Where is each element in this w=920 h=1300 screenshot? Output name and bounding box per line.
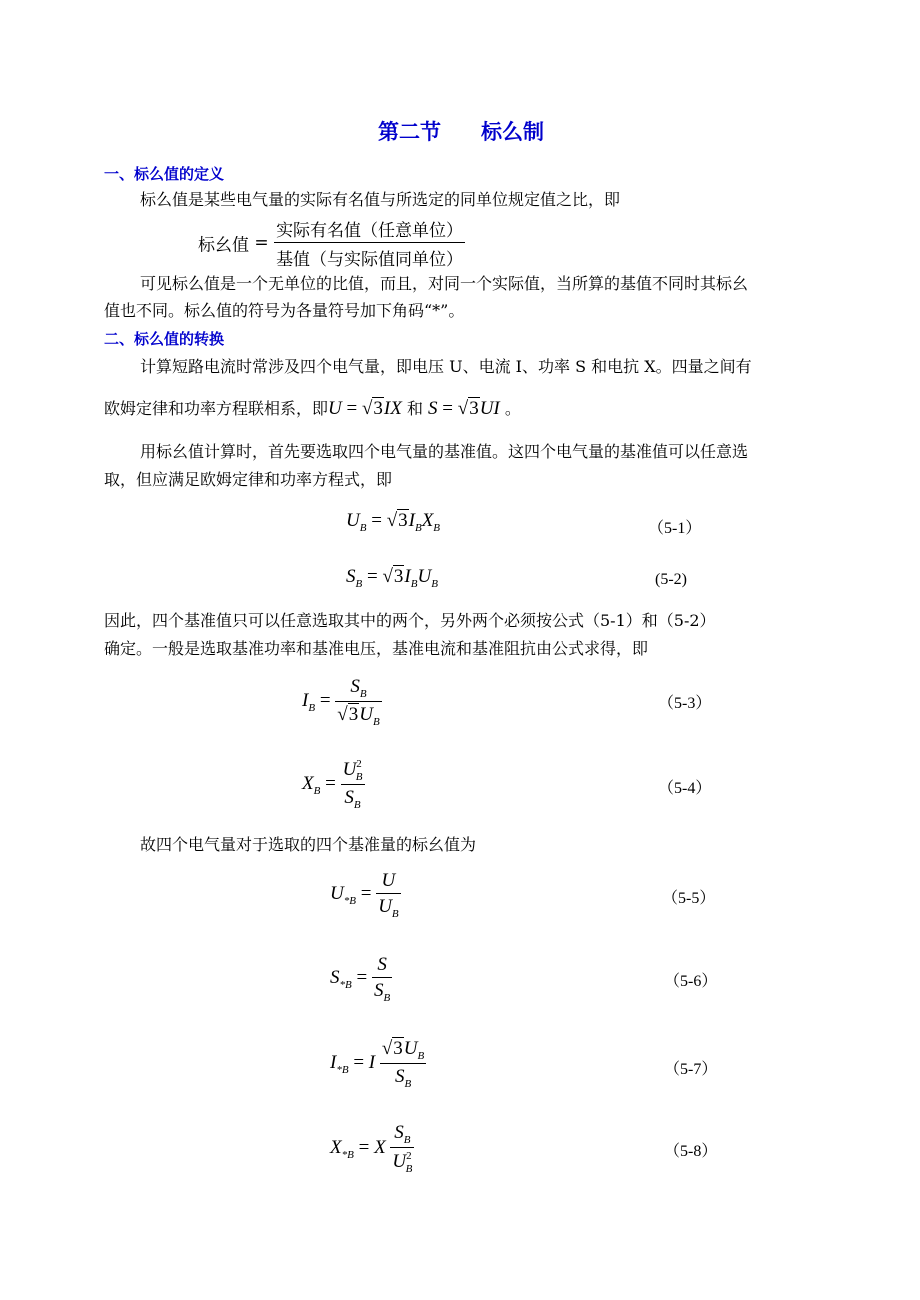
paragraph-definition: 标么值是某些电气量的实际有名值与所选定的同单位规定值之比，即 [140, 190, 621, 209]
title-section-number: 第二节 [378, 120, 441, 144]
definition-equation: 标幺值 = $\frac{\text{实际有名值（任意单位）}}{\text{基值（与实际值同单位）}}$ [198, 216, 465, 270]
equation-5-2: $S_B = √3I_BU_B$ [346, 566, 438, 590]
paragraph-choose-two-line1: 因此，四个基准值只可以任意选取其中的两个，另外两个必须按公式（5-1）和（5-2） [104, 611, 716, 630]
equation-number-5-7: （5-7） [664, 1061, 718, 1078]
equation-5-1: $U_B = √3I_BX_B$ [346, 510, 441, 534]
section-heading-conversion: 二、标么值的转换 [104, 330, 225, 348]
paragraph-choose-two-line2: 确定。一般是选取基准功率和基准电压，基准电流和基准阻抗由公式求得，即 [104, 639, 649, 658]
definition-numerator: 实际有名值（任意单位） [274, 216, 465, 243]
equation-5-7: $I_{*B} = I$ $\frac{√3U_B}{S_B}$ [330, 1038, 425, 1090]
paragraph-dimensionless-line2: 值也不同。标么值的符号为各量符号加下角码“*”。 [104, 301, 465, 320]
equation-number-5-6: （5-6） [664, 973, 718, 990]
definition-lhs: 标幺值 [198, 235, 249, 256]
equation-5-6: $S_{*B}$ = $\frac{S}{S_B}$ [330, 954, 391, 1004]
definition-denominator: 基值（与实际值同单位） [276, 250, 464, 270]
equation-number-5-3: （5-3） [658, 695, 712, 712]
paragraph-base-values-line2: 取，但应满足欧姆定律和功率方程式，即 [104, 470, 393, 489]
definition-fraction [274, 216, 465, 270]
equation-number-5-8: （5-8） [664, 1143, 718, 1160]
page-title [378, 116, 544, 146]
equation-5-3: $I_B$ = $\frac{S_B}{√3U_B}$ [302, 676, 380, 728]
ohm-law-inline: U = √3IX [328, 398, 402, 419]
power-equation-inline: S = √3UI [428, 398, 500, 419]
section-heading-definition: 一、标么值的定义 [104, 165, 225, 183]
equation-number-5-1: （5-1） [648, 520, 702, 537]
equation-5-5: $U_{*B}$ = $\frac{U}{U_B}$ [330, 870, 399, 920]
equation-5-4: $X_B$ = $\frac{U^2_B}{S_B}$ [302, 758, 363, 811]
equation-number-5-4: （5-4） [658, 780, 712, 797]
paragraph-quantities-line1: 计算短路电流时常涉及四个电气量，即电压 U、电流 I、功率 S 和电抗 X。四量之间有 [140, 357, 752, 376]
paragraph-quantities-line2: 欧姆定律和功率方程联相系，即U = √3IX 和 S = √3UI 。 [104, 398, 521, 419]
paragraph-per-unit-values: 故四个电气量对于选取的四个基准量的标幺值为 [140, 835, 477, 854]
paragraph-base-values-line1: 用标幺值计算时，首先要选取四个电气量的基准值。这四个电气量的基准值可以任意选 [140, 442, 749, 461]
paragraph-dimensionless-line1: 可见标么值是一个无单位的比值，而且，对同一个实际值，当所算的基值不同时其标幺 [140, 274, 749, 293]
title-section-name: 标么制 [481, 120, 544, 144]
equation-number-5-2: (5-2) [655, 571, 687, 588]
equation-number-5-5: （5-5） [662, 890, 716, 907]
equation-5-8: $X_{*B} = X$ $\frac{S_B}{U^2_B}$ [330, 1122, 413, 1175]
